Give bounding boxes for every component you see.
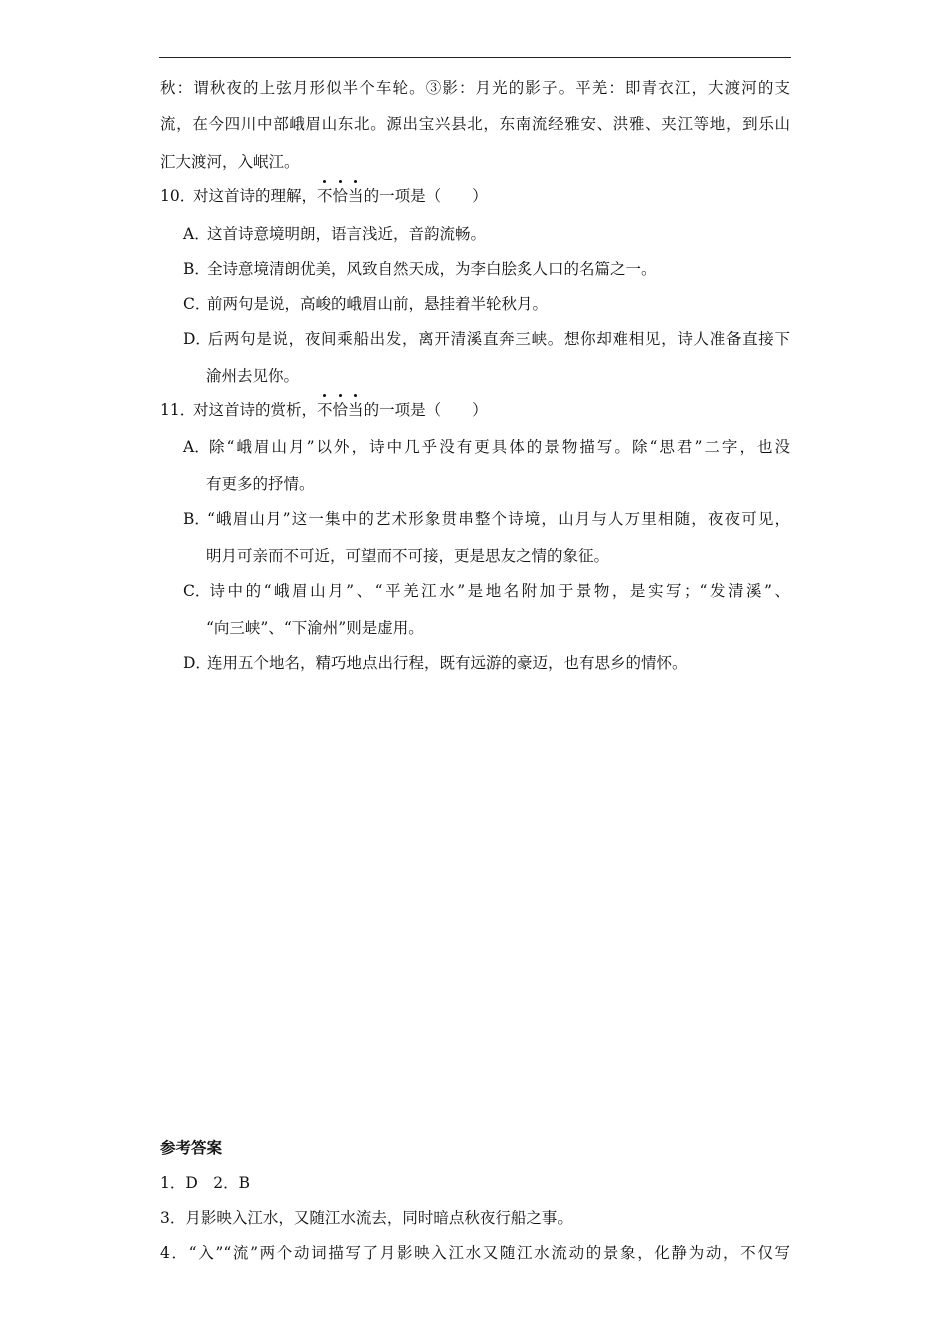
header-rule bbox=[159, 57, 791, 58]
stem-text: 对这首诗的理解， bbox=[193, 187, 318, 205]
option-d-continuation: 渝州去见你。 bbox=[206, 367, 300, 385]
option-letter: A． bbox=[183, 225, 210, 243]
question-number: 10． bbox=[160, 187, 196, 205]
footnote-line-3: 汇大渡河，入岷江。 bbox=[160, 153, 300, 171]
question-11-stem bbox=[160, 400, 488, 422]
answers-heading: 参考答案 bbox=[160, 1138, 223, 1157]
option-a-continuation: 有更多的抒情。 bbox=[206, 475, 315, 493]
emphasis-char: 不 bbox=[317, 187, 333, 205]
stem-text: 对这首诗的赏析， bbox=[193, 401, 318, 419]
option-b bbox=[183, 509, 790, 531]
question-10-stem bbox=[160, 186, 488, 208]
answer-line-2: 3．月影映入江水，又随江水流去，同时暗点秋夜行船之事。 bbox=[160, 1209, 573, 1227]
option-d bbox=[183, 329, 790, 351]
answer-line-1: 1．D 2．B bbox=[160, 1174, 251, 1192]
option-text: 前两句是说，高峻的峨眉山前，悬挂着半轮秋月。 bbox=[207, 295, 549, 313]
option-text: “峨眉山月”这一集中的艺术形象贯串整个诗境，山月与人万里相随，夜夜可见， bbox=[207, 510, 790, 528]
option-text: 诗中的“峨眉山月”、“平羌江水”是地名附加于景物，是实写；“发清溪”、 bbox=[207, 582, 790, 600]
emphasis-char: 不 bbox=[317, 401, 333, 419]
option-text: 连用五个地名，精巧地点出行程，既有远游的豪迈，也有思乡的情怀。 bbox=[207, 654, 688, 672]
stem-text: 的一项是（ ） bbox=[363, 187, 488, 205]
option-d bbox=[183, 653, 688, 675]
option-b bbox=[183, 259, 657, 281]
option-letter: D． bbox=[183, 330, 211, 348]
option-c bbox=[183, 581, 790, 603]
question-number: 11． bbox=[160, 401, 196, 419]
option-letter: B． bbox=[183, 510, 210, 528]
option-text: 这首诗意境明朗，语言浅近，音韵流畅。 bbox=[207, 225, 487, 243]
emphasis-char: 当 bbox=[348, 187, 364, 205]
emphasis-char: 恰 bbox=[332, 401, 349, 419]
answer-line-3: 4．“入”“流”两个动词描写了月影映入江水又随江水流动的景象，化静为动，不仅写 bbox=[160, 1244, 790, 1262]
footnote-line-2: 流，在今四川中部峨眉山东北。源出宝兴县北，东南流经雅安、洪雅、夹江等地，到乐山 bbox=[160, 115, 790, 133]
option-letter: B． bbox=[183, 260, 210, 278]
option-text: 全诗意境清朗优美，风致自然天成，为李白脍炙人口的名篇之一。 bbox=[207, 260, 657, 278]
option-c-continuation: “向三峡”、“下渝州”则是虚用。 bbox=[206, 619, 424, 637]
option-letter: A． bbox=[183, 438, 210, 456]
option-b-continuation: 明月可亲而不可近，可望而不可接，更是思友之情的象征。 bbox=[206, 547, 610, 565]
option-a bbox=[183, 437, 790, 459]
stem-text: 的一项是（ ） bbox=[363, 401, 488, 419]
option-letter: C． bbox=[183, 582, 211, 600]
option-text: 除“峨眉山月”以外，诗中几乎没有更具体的景物描写。除“思君”二字，也没 bbox=[207, 438, 790, 456]
option-c bbox=[183, 294, 548, 316]
emphasis-char: 当 bbox=[348, 401, 364, 419]
option-text: 后两句是说，夜间乘船出发，离开清溪直奔三峡。想你却难相见，诗人准备直接下 bbox=[207, 330, 790, 348]
option-a bbox=[183, 224, 486, 246]
footnote-line-1: 秋：谓秋夜的上弦月形似半个车轮。③影：月光的影子。平羌：即青衣江，大渡河的支 bbox=[160, 79, 790, 97]
option-letter: D． bbox=[183, 654, 211, 672]
emphasis-char: 恰 bbox=[332, 187, 349, 205]
option-letter: C． bbox=[183, 295, 211, 313]
